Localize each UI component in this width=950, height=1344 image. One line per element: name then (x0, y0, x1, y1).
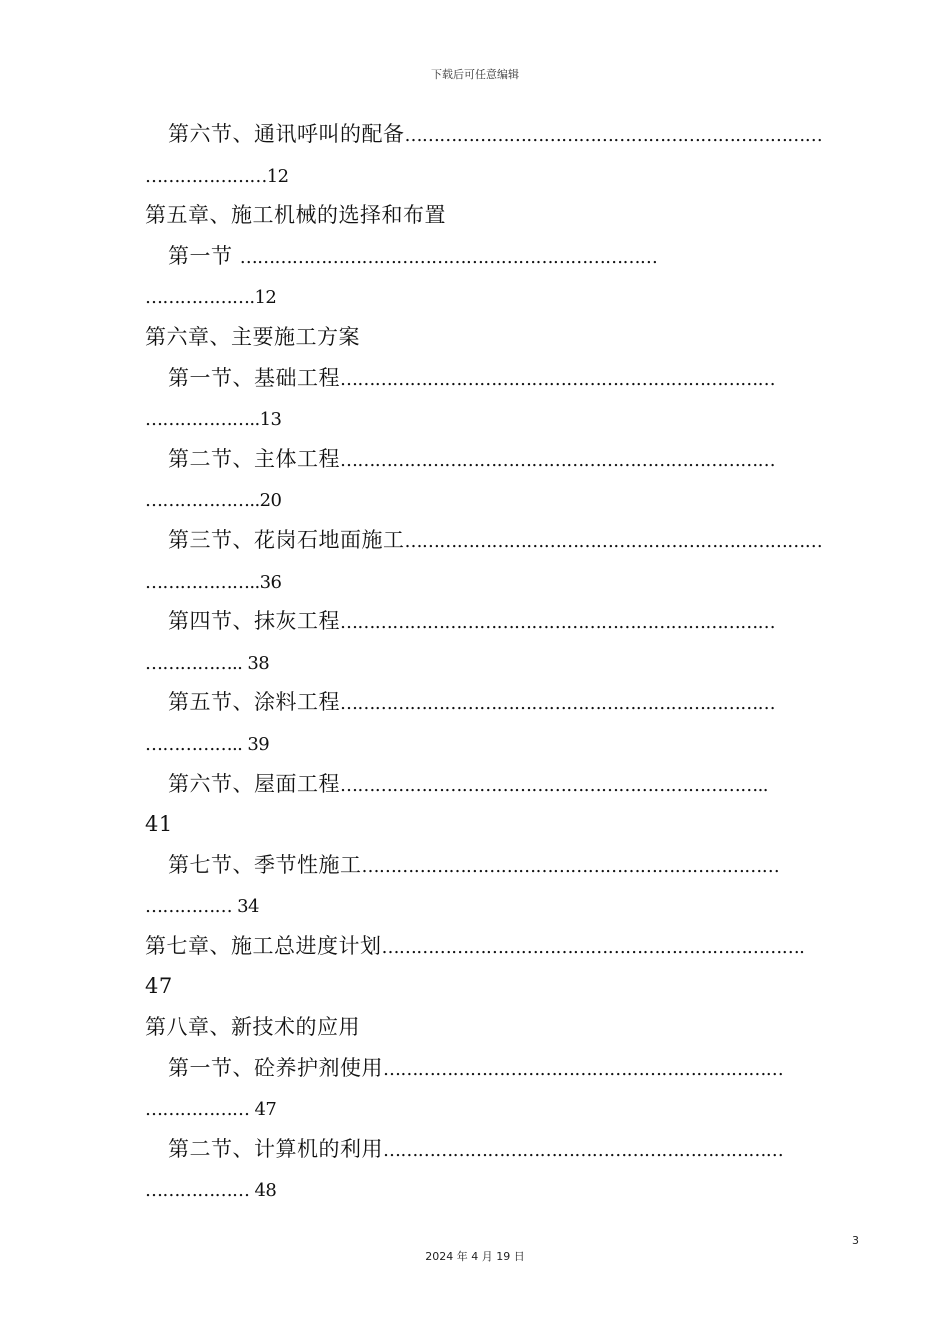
toc-leader-and-page: ……………………………………………………………… (404, 530, 823, 552)
toc-line (145, 317, 861, 358)
toc-leader-and-page: ………………..36 (145, 571, 282, 593)
toc-line (145, 520, 861, 561)
toc-line (145, 1088, 861, 1129)
table-of-contents (145, 114, 861, 1210)
toc-entry-text: 第四节、抹灰工程 (168, 609, 340, 634)
toc-line (145, 1048, 861, 1089)
toc-line (145, 966, 861, 1007)
toc-leader-and-page: ………………………………………………………………… (340, 368, 776, 390)
toc-leader-and-page: ……………….12 (145, 287, 277, 309)
toc-line (145, 926, 861, 967)
toc-line (145, 479, 861, 520)
toc-entry-text: 第一节、砼养护剂使用 (168, 1055, 383, 1080)
toc-entry-text: 第七节、季节性施工 (168, 852, 362, 877)
toc-leader-and-page: ……………… 47 (145, 1099, 277, 1121)
toc-leader-and-page: …………….. 39 (145, 733, 270, 755)
toc-line (145, 358, 861, 399)
toc-entry-text: 第二节、主体工程 (168, 446, 340, 471)
toc-line (145, 845, 861, 886)
toc-line (145, 723, 861, 764)
toc-entry-text: 第三节、花岗石地面施工 (168, 527, 405, 552)
toc-line (145, 276, 861, 317)
toc-leader-and-page: ………………………………………………………………… (340, 449, 776, 471)
toc-line (145, 1007, 861, 1048)
toc-leader-and-page: ……………………………………………………………… (361, 855, 780, 877)
toc-leader-and-page: ……………………………………………………………… (239, 246, 658, 268)
toc-entry-text: 第六章、主要施工方案 (145, 324, 360, 349)
toc-line (145, 1169, 861, 1210)
toc-leader-and-page: ………………..20 (145, 490, 282, 512)
toc-entry-text: 第二节、计算机的利用 (168, 1136, 383, 1161)
toc-entry-text: 第五节、涂料工程 (168, 690, 340, 715)
toc-entry-text: 第六节、屋面工程 (168, 771, 340, 796)
toc-leader-and-page: ……………………………………………………………… (404, 125, 823, 146)
toc-line (145, 764, 861, 805)
toc-entry-text: 第一节、基础工程 (168, 365, 340, 390)
toc-leader-and-page: ………………………………………………………………… (340, 612, 776, 634)
toc-line (145, 155, 861, 196)
toc-line (145, 114, 861, 155)
toc-line (145, 561, 861, 602)
toc-line (145, 236, 861, 277)
toc-entry-text: 47 (145, 974, 173, 999)
toc-line (145, 439, 861, 480)
toc-line (145, 601, 861, 642)
toc-entry-text: 第一节 (168, 243, 240, 268)
toc-leader-and-page: ……………………………………………………………….. (340, 774, 768, 796)
toc-line (145, 804, 861, 845)
toc-leader-and-page: ………………………………………………………………… (340, 693, 776, 715)
toc-leader-and-page: ………………..13 (145, 409, 282, 431)
page-number: 3 (852, 1234, 859, 1247)
toc-leader-and-page: …………….. 38 (145, 652, 270, 674)
toc-line (145, 682, 861, 723)
toc-line (145, 195, 861, 236)
toc-line (145, 1129, 861, 1170)
toc-leader-and-page: …………………12 (145, 165, 289, 187)
toc-leader-and-page: …………… 34 (145, 896, 259, 918)
toc-entry-text: 第七章、施工总进度计划 (145, 933, 382, 958)
toc-leader-and-page: ………………………………………………………………. (381, 936, 805, 958)
toc-entry-text: 第八章、新技术的应用 (145, 1015, 360, 1040)
toc-leader-and-page: …………………………………………………………… (383, 1058, 784, 1080)
toc-entry-text: 第六节、通讯呼叫的配备 (168, 122, 405, 146)
toc-line (145, 885, 861, 926)
page-footer-date: 2024 年 4 月 19 日 (425, 1250, 525, 1263)
toc-entry-text: 第五章、施工机械的选择和布置 (145, 203, 446, 228)
toc-leader-and-page: …………………………………………………………… (383, 1139, 784, 1161)
toc-entry-text: 41 (145, 812, 173, 837)
toc-line (145, 398, 861, 439)
toc-leader-and-page: ……………… 48 (145, 1180, 277, 1202)
toc-line (145, 642, 861, 683)
page-header: 下载后可任意编辑 (431, 68, 519, 81)
